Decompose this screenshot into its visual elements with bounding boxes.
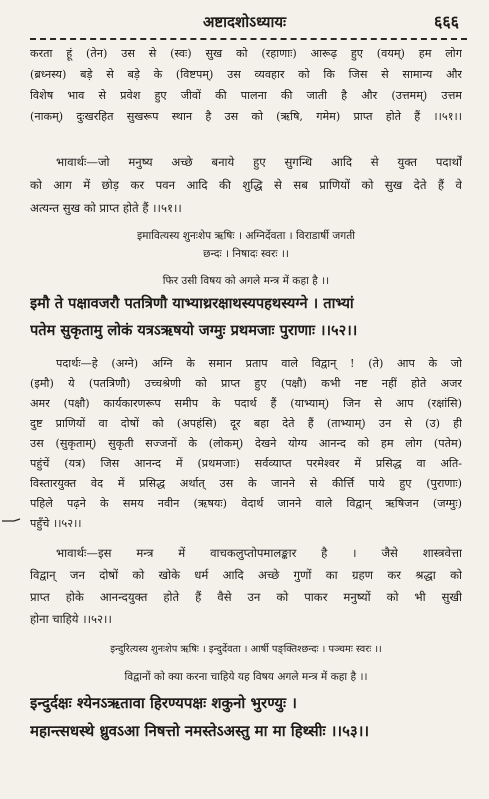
verse-meta: इमावित्यस्य शुनःशेप ऋषिः । अग्निर्देवता । विराडार्षी जगती xyxy=(136,230,356,242)
bhavartha-line: भावार्थः—इस मन्त्र में वाचकलुप्तोपमालङ्कार है । जैसे शास्त्रवेत्ता xyxy=(56,546,462,560)
page-header xyxy=(28,8,461,34)
header-rule xyxy=(30,38,467,40)
bhavartha-line: विद्वान् जन दोषों को खोके धर्म आदि अच्छे गुणों का ग्रहण कर श्रद्धा को xyxy=(30,568,462,582)
verse-meta: छन्दः । निषादः स्वरः ।। xyxy=(203,248,289,260)
padartha-line: अमर (पक्षौ) कार्यकारणरूप समीप के पदार्थ हैं (याभ्याम्) जिन से आप (रक्षांसि) xyxy=(30,397,462,410)
mantra-line: इमौ ते पक्षावजरौ पतत्रिणौ याभ्याथ्ररक्षाथस्यपहथस्यग्ने । ताभ्यां xyxy=(30,295,354,312)
bhavartha-line: अत्यन्त सुख को प्राप्त होते हैं ।।५१।। xyxy=(30,201,182,215)
chapter-title: अष्टादशोऽध्यायः xyxy=(202,13,287,31)
padartha-line: पहुंचें (यत्र) जिस आनन्द में (प्रथमजाः) सर्वव्याप्त परमेश्वर में प्रसिद्ध वा अति- xyxy=(30,457,462,470)
translation-line: (ब्रध्नस्य) बड़े से बड़े के (विष्टपम्) उस व्यवहार को कि जिस से सामान्य और xyxy=(30,68,462,81)
padartha-line: पहिले पढ़ने के समय नवीन (ऋषयः) वेदार्थ जानने वाले विद्वान् ऋषिजन (जग्मुः) xyxy=(30,497,462,510)
mantra-line: इन्दुर्दक्षः श्येनऽऋतावा हिरण्यपक्षः शकुनो भुरण्युः । xyxy=(30,694,297,712)
translation-line: (नाकम्) दुःखरहित सुखरूप स्थान है उस को (ऋषि, गमेम) प्राप्त होते हैं ।।५१।। xyxy=(30,110,462,123)
mantra-line: पतेम सुकृतामु लोकं यत्रऽऋषयो जग्मुः प्रथमजाः पुराणाः ।।५२।। xyxy=(30,322,358,339)
bhavartha-line: भावार्थः—जो मनुष्य अच्छे बनाये हुए सुगन्धि आदि से युक्त पदार्थों xyxy=(56,155,462,169)
section-intro: विद्वानों को क्या करना चाहिये यह विषय अगले मन्त्र में कहा है ।। xyxy=(124,671,368,683)
bhavartha-line: होना चाहिये ।।५२।। xyxy=(30,612,112,626)
padartha-line: पदार्थः—हे (अग्ने) अग्नि के समान प्रताप वाले विद्वान् ! (ते) आप के जो xyxy=(56,357,462,370)
bhavartha-line: प्राप्त होके आनन्दयुक्त होते हैं वैसे उन को पाकर मनुष्यों को भी सुखी xyxy=(30,590,462,604)
padartha-line: पहुँचे ।।५२।। xyxy=(30,517,82,530)
padartha-line: विस्तारयुक्त वेद में प्रसिद्ध अर्थात् उस के जानने से कीर्त्ति पाये हुए (पुराणाः) xyxy=(30,477,462,490)
bhavartha-line: को आग में छोड़ कर पवन आदि की शुद्धि से सब प्राणियों को सुख देते हैं वे xyxy=(30,178,462,192)
pen-mark xyxy=(2,517,22,525)
verse-meta: इन्दुरित्यस्य शुनःशेप ऋषिः । इन्दुर्देवता । आर्षी पङ्क्तिश्छन्दः । पञ्चमः स्वरः ।। xyxy=(110,644,382,655)
padartha-line: (इमौ) ये (पतत्रिणौ) उच्चश्रेणी को प्राप्त हुए (पक्षौ) कभी नष्ट नहीं होते अजर xyxy=(30,377,462,390)
mantra-line: महान्त्सधस्थे ध्रुवऽआ निषत्तो नमस्तेऽअस्तु मा मा हिथ्सीः ।।५३।। xyxy=(30,722,370,740)
padartha-line: उस (सुकृताम्) सुकृती सज्जनों के (लोकम्) देखने योग्य आनन्द को हम लोग (पतेम) xyxy=(30,437,462,450)
translation-line: करता हूं (तेन) उस से (स्वः) सुख को (रहाणाः) आरूढ़ हुए (वयम्) हम लोग xyxy=(30,47,462,60)
translation-line: विशेष भाव से प्रवेश हुए जीवों की पालना की जाती है और (उत्तमम्) उत्तम xyxy=(30,89,462,102)
section-intro: फिर उसी विषय को अगले मन्त्र में कहा है ।। xyxy=(162,275,330,287)
padartha-line: दुष्ट प्राणियों वा दोषों को (अपहंसि) दूर बहा देते हैं (ताभ्याम्) उन से (उ) ही xyxy=(30,417,462,430)
page-number: ६६६ xyxy=(434,12,459,31)
